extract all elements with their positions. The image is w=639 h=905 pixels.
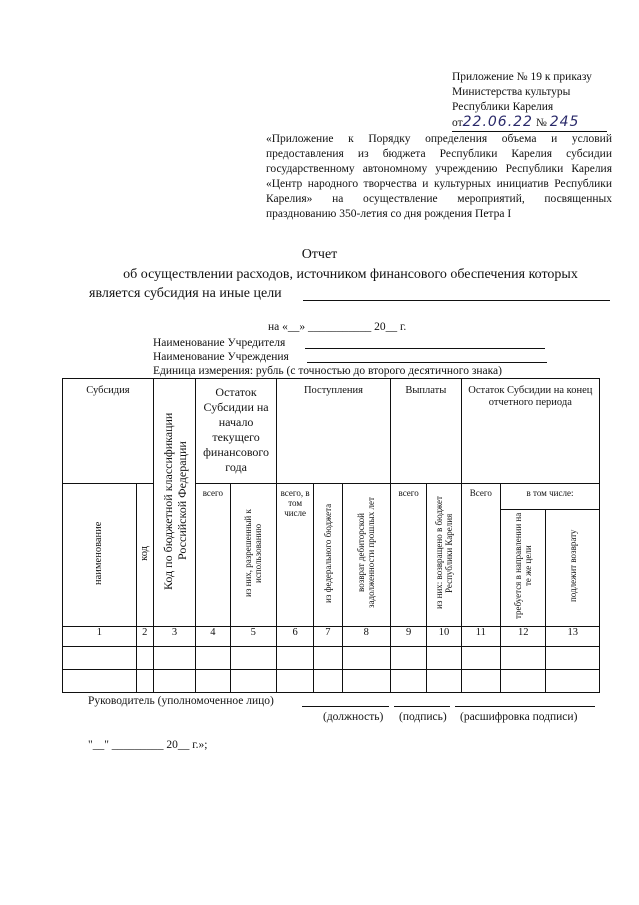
header-receipts-text: Поступления [303,385,363,396]
col-num: 1 [63,627,137,647]
header-bcc-text: Код по бюджетной классификации Российской Федерации [160,411,189,590]
appendix-line-1: Приложение № 19 к приказу [452,71,592,83]
table-cell[interactable] [276,647,313,670]
founder-label: Наименование Учредителя [153,337,286,349]
header-start-total [196,484,230,627]
signature-caption: (подпись) [399,711,447,723]
header-code-text: код [138,545,150,561]
date-line: на «__» ___________ 20__ г. [268,321,407,333]
subtitle-underline [303,300,610,301]
col-num: 12 [500,627,545,647]
table-cell[interactable] [427,647,461,670]
header-receipts-total-text: всего, в том числе [280,488,310,518]
header-receivable-text: возврат дебиторской задолженности прошлых лет [356,497,377,609]
table-cell[interactable] [342,670,390,693]
table-cell[interactable] [63,670,137,693]
subtitle-line-1: об осуществлении расходов, источником финансового обеспечения которых [123,267,578,282]
appendix-number-sign: № [535,117,547,129]
decoding-caption: (расшифровка подписи) [460,711,578,723]
header-end-balance-text: Остаток Субсидии на конец отчетного периода [468,385,593,408]
col-num: 2 [136,627,153,647]
page-title: Отчет [301,247,338,262]
col-num: 3 [153,627,195,647]
table-cell[interactable] [314,670,342,693]
col-num: 4 [196,627,230,647]
report-table [62,378,600,693]
header-start-balance-text: Остаток Субсидии на начало текущего финансового года [203,385,270,474]
table-cell[interactable] [136,670,153,693]
handwritten-number: 245 [549,114,580,130]
header-receipts [276,379,390,484]
column-numbers-row [63,627,600,647]
appendix-line-3: Республики Карелия [452,101,554,113]
header-row-1 [63,379,600,484]
col-num: 11 [461,627,500,647]
footer-date: "__" _________ 20__ г.»; [88,739,208,751]
table-cell[interactable] [230,670,276,693]
header-including [500,484,599,510]
table-cell[interactable] [461,670,500,693]
table-cell[interactable] [153,647,195,670]
appendix-block [452,70,607,132]
appendix-line-4 [452,115,607,132]
header-payments-total [390,484,426,627]
header-end-total-text: Всего [469,488,492,498]
table-cell[interactable] [390,670,426,693]
col-num: 6 [276,627,313,647]
header-including-text: в том числе: [526,488,574,498]
table-cell[interactable] [390,647,426,670]
position-field[interactable] [302,706,389,707]
header-end-total [461,484,500,627]
header-payments-total-text: всего [398,488,419,498]
header-name [63,484,137,627]
header-needed [500,510,545,627]
header-start-total-text: всего [202,488,223,498]
header-returned [427,484,461,627]
header-receipts-total [276,484,313,627]
header-payments-text: Выплаты [405,385,447,396]
institution-label: Наименование Учреждения [153,351,289,363]
col-num: 9 [390,627,426,647]
header-subsidy [63,379,154,484]
table-cell[interactable] [314,647,342,670]
header-bcc [153,379,195,627]
header-to-return [546,510,600,627]
header-row-2 [63,484,600,510]
signature-field[interactable] [394,706,450,707]
header-subsidy-text: Субсидия [86,385,130,396]
table-cell[interactable] [546,647,600,670]
table-cell[interactable] [427,670,461,693]
table-cell[interactable] [196,647,230,670]
founder-field[interactable] [305,348,545,349]
header-allowed-text: из них, разрешенный к использованию [243,509,264,597]
header-code [136,484,153,627]
table-cell[interactable] [196,670,230,693]
header-name-text: наименование [93,521,105,585]
table-cell[interactable] [546,670,600,693]
table-row [63,670,600,693]
table-cell[interactable] [342,647,390,670]
unit-label: Единица измерения: рубль (с точностью до второго десятичного знака) [153,365,502,377]
table-cell[interactable] [136,647,153,670]
appendix-from: от [452,117,463,129]
table-cell[interactable] [63,647,137,670]
decoding-field[interactable] [455,706,595,707]
table-cell[interactable] [230,647,276,670]
header-start-balance [196,379,277,484]
table-cell[interactable] [276,670,313,693]
header-to-return-text: подлежит возврату [567,529,578,603]
table-cell[interactable] [500,647,545,670]
header-returned-text: из них: возвращено в бюджет Республики Карелия [433,496,454,610]
col-num: 7 [314,627,342,647]
appendix-line-2: Министерства культуры [452,86,571,98]
handwritten-date: 22.06.22 [462,114,533,130]
subtitle-line-2: является субсидия на иные цели [89,286,282,301]
col-num: 13 [546,627,600,647]
header-payments [390,379,461,484]
table-row [63,647,600,670]
header-federal [314,484,342,627]
header-end-balance [461,379,599,484]
col-num: 8 [342,627,390,647]
preamble-text: «Приложение к Порядку определения объема и условий предоставления из бюджета Республики Карелия субсидии государственному автономному учреждению Республики Карелия «Центр народного творчества и культурных инициатив Республики Карелия» на осуществление мероприятий, посвященных празднованию 350-летия со дня рождения Петра I [266,133,612,220]
position-caption: (должность) [323,711,384,723]
header-receivable [342,484,390,627]
table-cell[interactable] [500,670,545,693]
header-needed-text: требуется в направлении на те же цели [513,512,534,620]
institution-field[interactable] [307,362,547,363]
table-cell[interactable] [461,647,500,670]
header-allowed [230,484,276,627]
col-num: 5 [230,627,276,647]
header-federal-text: из федерального бюджета [322,503,333,603]
table-cell[interactable] [153,670,195,693]
head-label: Руководитель (уполномоченное лицо) [88,695,274,707]
col-num: 10 [427,627,461,647]
